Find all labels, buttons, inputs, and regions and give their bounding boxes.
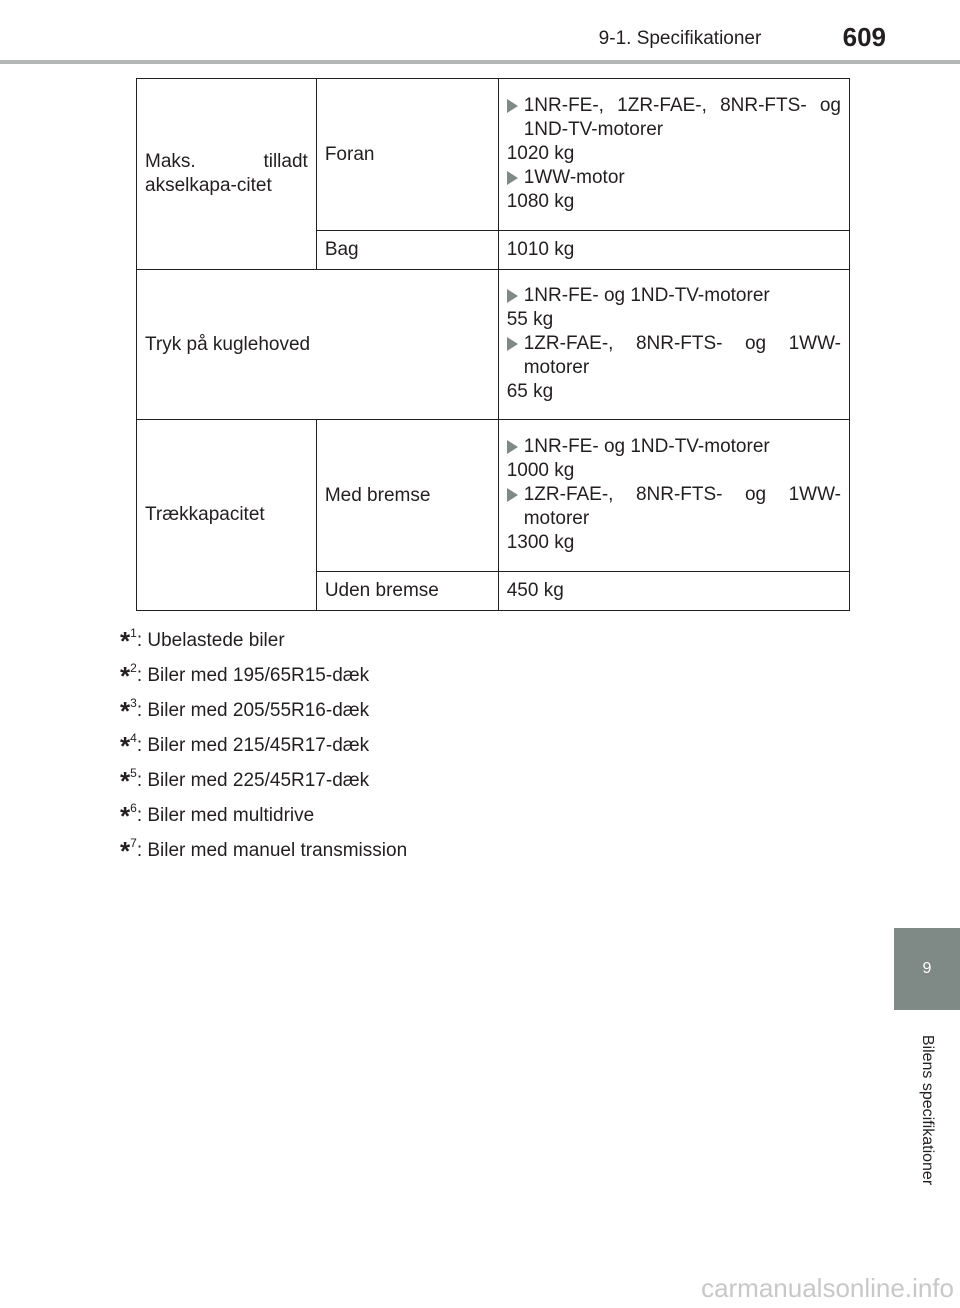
section-title: 9-1. Specifikationer <box>598 28 762 49</box>
ball-pressure-label: Tryk på kuglehoved <box>137 270 499 420</box>
ball-pressure-values <box>498 270 849 420</box>
unbraked-label: Uden bremse <box>316 572 498 611</box>
footnote: *$^3$: Biler med 205/55R16-dæk <box>120 696 370 726</box>
table-row <box>137 270 850 420</box>
footnote: *$^5$: Biler med 225/45R17-dæk <box>120 766 370 796</box>
table-row <box>137 420 850 572</box>
triangle-bullet-icon <box>507 171 518 185</box>
value-text: 1080 kg <box>506 190 575 212</box>
max-axle-label: Maks. tilladt akselkapa-citet <box>137 79 317 270</box>
list-item: 1ZR-FAE-, 8NR-FTS- og 1WW-motorer <box>507 483 841 531</box>
rear-label: Bag <box>316 231 498 270</box>
footnote: *$^1$: Ubelastede biler <box>120 626 285 656</box>
braked-values <box>498 420 849 572</box>
footnote: *$^6$: Biler med multidrive <box>120 801 315 831</box>
front-label: Foran <box>316 79 498 231</box>
value-text: 1300 kg <box>506 531 575 553</box>
footnote: *$^4$: Biler med 215/45R17-dæk <box>120 731 370 761</box>
chapter-title: Bilens specifikationer <box>919 1034 937 1186</box>
footnote: *$^7$: Biler med manuel transmission <box>120 836 408 866</box>
braked-label: Med bremse <box>316 420 498 572</box>
list-item: 1ZR-FAE-, 8NR-FTS- og 1WW-motorer <box>507 332 841 380</box>
list-item: 1WW-motor <box>507 166 841 190</box>
footnotes <box>120 620 820 865</box>
footnote: *$^2$: Biler med 195/65R15-dæk <box>120 661 370 691</box>
towing-label: Trækkapacitet <box>137 420 317 611</box>
value-text: 1000 kg <box>506 459 575 481</box>
page-number: 609 <box>842 22 886 52</box>
list-item: 1NR-FE- og 1ND-TV-motorer <box>507 435 841 459</box>
chapter-number: 9 <box>922 960 932 977</box>
front-values <box>498 79 849 231</box>
value-text: 65 kg <box>506 380 554 402</box>
table-row <box>137 79 850 231</box>
chapter-tab <box>894 928 960 1010</box>
value-text: 1020 kg <box>506 142 575 164</box>
rear-value: 1010 kg <box>498 231 849 270</box>
list-item: 1NR-FE-, 1ZR-FAE-, 8NR-FTS- og 1ND-TV-motorer <box>507 94 841 142</box>
header-rule <box>0 60 960 64</box>
value-text: 55 kg <box>506 308 554 330</box>
triangle-bullet-icon <box>507 289 518 303</box>
watermark: carmanualsonline.info <box>701 1273 954 1303</box>
spec-table <box>136 78 850 611</box>
list-item: 1NR-FE- og 1ND-TV-motorer <box>507 284 841 308</box>
triangle-bullet-icon <box>507 337 518 351</box>
triangle-bullet-icon <box>507 99 518 113</box>
triangle-bullet-icon <box>507 488 518 502</box>
unbraked-value: 450 kg <box>498 572 849 611</box>
triangle-bullet-icon <box>507 440 518 454</box>
